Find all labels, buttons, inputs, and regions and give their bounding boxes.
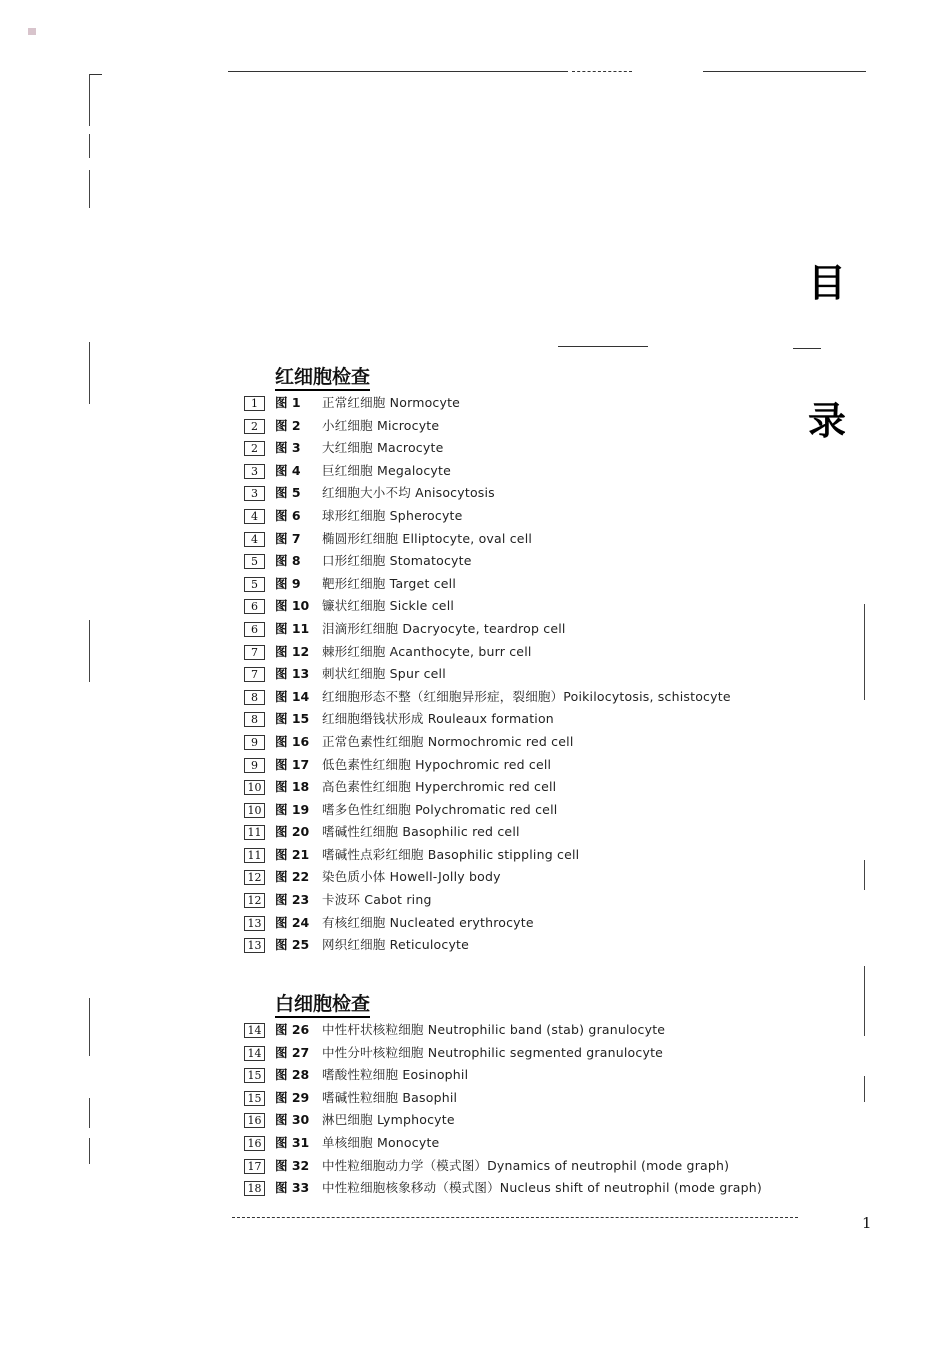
figure-number: 图 10	[275, 598, 310, 614]
entry-title: 有核红细胞 Nucleated erythrocyte	[322, 914, 534, 930]
entry-title: 泪滴形红细胞 Dacryocyte, teardrop cell	[322, 620, 566, 636]
page-ref: 5	[244, 577, 265, 592]
page-ref: 16	[244, 1113, 265, 1128]
page-ref: 10	[244, 803, 265, 818]
entry-title: 红细胞形态不整（红细胞异形症，裂细胞）Poikilocytosis, schistocyte	[322, 688, 731, 704]
entry-title: 中性杆状核粒细胞 Neutrophilic band (stab) granulocyte	[322, 1022, 666, 1037]
figure-number: 图 22	[275, 869, 310, 885]
figure-number: 图 31	[275, 1134, 310, 1150]
entry-title: 红细胞大小不均 Anisocytosis	[322, 485, 495, 501]
section-heading-white-cell: 白细胞检查	[275, 993, 370, 1018]
entry-title: 低色素性红细胞 Hypochromic red cell	[322, 756, 552, 772]
bottom-rule	[232, 1217, 798, 1218]
left-margin-bar	[89, 170, 90, 208]
entry-title: 小红细胞 Microcyte	[322, 417, 440, 433]
page-ref: 6	[244, 622, 265, 637]
entry-title: 嗜多色性红细胞 Polychromatic red cell	[322, 801, 558, 817]
figure-number: 图 18	[275, 779, 310, 795]
entry-title: 高色素性红细胞 Hyperchromic red cell	[322, 779, 557, 795]
page-ref: 14	[244, 1046, 265, 1061]
figure-number: 图 15	[275, 711, 310, 727]
page-ref: 8	[244, 712, 265, 727]
figure-number: 图 28	[275, 1067, 310, 1083]
figure-number: 图 3	[275, 440, 301, 456]
figure-number: 图 23	[275, 892, 310, 908]
page-ref: 6	[244, 599, 265, 614]
entry-title: 红细胞缗钱状形成 Rouleaux formation	[322, 711, 554, 727]
figure-number: 图 1	[275, 395, 301, 410]
page-ref: 2	[244, 419, 265, 434]
top-rule-right	[703, 71, 866, 72]
figure-number: 图 8	[275, 553, 301, 569]
figure-number: 图 26	[275, 1022, 310, 1037]
entry-title: 靶形红细胞 Target cell	[322, 575, 457, 591]
left-margin-bar	[89, 620, 90, 682]
figure-number: 图 4	[275, 462, 301, 478]
page-ref: 15	[244, 1091, 265, 1106]
page-ref: 18	[244, 1181, 265, 1196]
figure-number: 图 33	[275, 1180, 310, 1196]
figure-number: 图 16	[275, 733, 310, 749]
left-margin-bar	[89, 1098, 90, 1128]
title-char-lu: 录	[808, 399, 847, 443]
entry-title: 中性粒细胞核象移动（模式图）Nucleus shift of neutrophil (mode graph)	[322, 1180, 762, 1196]
page-ref: 11	[244, 825, 265, 840]
page-ref: 10	[244, 780, 265, 795]
figure-number: 图 27	[275, 1044, 310, 1060]
entry-title: 大红细胞 Macrocyte	[322, 440, 444, 456]
figure-number: 图 11	[275, 620, 310, 636]
left-margin-bar	[89, 998, 90, 1056]
entry-title: 嗜碱性点彩红细胞 Basophilic stippling cell	[322, 846, 580, 862]
entry-title: 嗜酸性粒细胞 Eosinophil	[322, 1067, 469, 1083]
figure-number: 图 12	[275, 643, 310, 659]
page-ref: 3	[244, 486, 265, 501]
figure-number: 图 17	[275, 756, 310, 772]
page-ref: 13	[244, 938, 265, 953]
page-ref: 8	[244, 690, 265, 705]
entry-title: 巨红细胞 Megalocyte	[322, 462, 452, 478]
entry-title: 刺状红细胞 Spur cell	[322, 666, 446, 682]
entry-title: 镰状红细胞 Sickle cell	[322, 598, 455, 614]
figure-number: 图 7	[275, 530, 301, 546]
page-ref: 7	[244, 667, 265, 682]
right-margin-bar	[864, 966, 865, 1036]
corner-mark	[28, 28, 36, 35]
left-margin-bar	[89, 74, 90, 126]
page-ref: 17	[244, 1159, 265, 1174]
entry-title: 棘形红细胞 Acanthocyte, burr cell	[322, 643, 532, 659]
figure-number: 图 24	[275, 914, 310, 930]
page-ref: 9	[244, 735, 265, 750]
entry-title: 淋巴细胞 Lymphocyte	[322, 1112, 455, 1128]
entry-title: 正常色素性红细胞 Normochromic red cell	[322, 733, 574, 749]
entry-title: 椭圆形红细胞 Elliptocyte, oval cell	[322, 530, 533, 546]
page-ref: 13	[244, 916, 265, 931]
page-ref: 15	[244, 1068, 265, 1083]
entry-title: 球形红细胞 Spherocyte	[322, 507, 463, 523]
page-ref: 2	[244, 441, 265, 456]
entry-title: 嗜碱性粒细胞 Basophil	[322, 1089, 458, 1105]
top-rule-mid	[572, 71, 632, 72]
figure-number: 图 19	[275, 801, 310, 817]
entry-title: 染色质小体 Howell-Jolly body	[322, 869, 501, 885]
mid-rule-right	[793, 348, 821, 349]
right-margin-bar	[864, 604, 865, 700]
figure-number: 图 5	[275, 485, 301, 501]
right-margin-bar	[864, 860, 865, 890]
figure-number: 图 25	[275, 937, 310, 953]
page-ref: 12	[244, 893, 265, 908]
left-margin-bar	[89, 1138, 90, 1164]
title-char-mu: 目	[808, 261, 847, 305]
figure-number: 图 32	[275, 1157, 310, 1173]
page-ref: 4	[244, 509, 265, 524]
mid-rule	[558, 346, 648, 347]
page-ref: 12	[244, 870, 265, 885]
figure-number: 图 9	[275, 575, 301, 591]
entry-title: 中性分叶核粒细胞 Neutrophilic segmented granulocyte	[322, 1044, 664, 1060]
page-ref: 7	[244, 645, 265, 660]
page-ref: 11	[244, 848, 265, 863]
entry-title: 口形红细胞 Stomatocyte	[322, 553, 472, 569]
figure-number: 图 29	[275, 1089, 310, 1105]
entry-title: 单核细胞 Monocyte	[322, 1134, 440, 1150]
figure-number: 图 21	[275, 846, 310, 862]
figure-number: 图 13	[275, 666, 310, 682]
page-ref: 16	[244, 1136, 265, 1151]
left-margin-bar	[89, 134, 90, 158]
entry-title: 中性粒细胞动力学（模式图）Dynamics of neutrophil (mode graph)	[322, 1157, 730, 1173]
corner-rule	[89, 74, 102, 75]
entry-title: 卡波环 Cabot ring	[322, 892, 432, 908]
figure-number: 图 20	[275, 824, 310, 840]
entry-title: 正常红细胞 Normocyte	[322, 395, 461, 410]
figure-number: 图 30	[275, 1112, 310, 1128]
top-rule	[228, 71, 568, 72]
section-heading-red-cell: 红细胞检查	[275, 366, 370, 391]
entry-title: 嗜碱性红细胞 Basophilic red cell	[322, 824, 520, 840]
page-number: 1	[862, 1214, 872, 1232]
figure-number: 图 14	[275, 688, 310, 704]
page-ref: 4	[244, 532, 265, 547]
figure-number: 图 6	[275, 507, 301, 523]
right-margin-bar	[864, 1076, 865, 1102]
page-ref: 14	[244, 1023, 265, 1038]
page-ref: 9	[244, 758, 265, 773]
entry-title: 网织红细胞 Reticulocyte	[322, 937, 470, 953]
page-ref: 5	[244, 554, 265, 569]
left-margin-bar	[89, 342, 90, 404]
page-ref: 1	[244, 396, 265, 411]
page-ref: 3	[244, 464, 265, 479]
figure-number: 图 2	[275, 417, 301, 433]
